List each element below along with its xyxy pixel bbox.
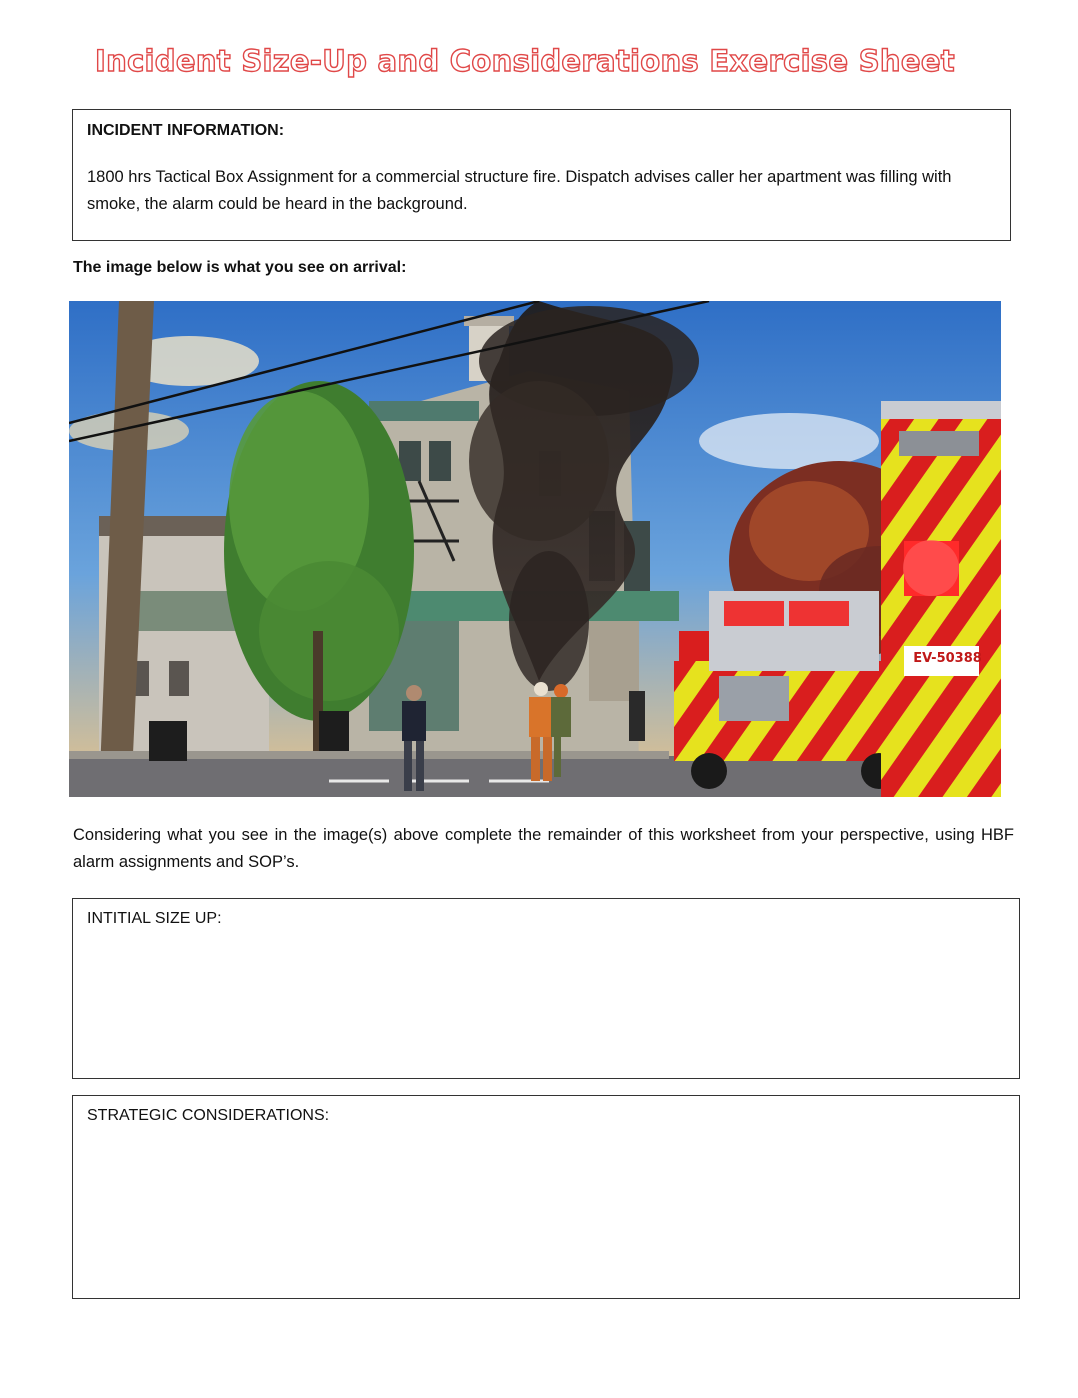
initial-size-up-box[interactable] — [72, 898, 1020, 1079]
incident-info-label: INCIDENT INFORMATION: — [87, 122, 285, 139]
truck-plate: EV-50388 — [913, 651, 982, 666]
incident-info-box — [72, 109, 1011, 241]
incident-info-text: 1800 hrs Tactical Box Assignment for a commercial structure fire. Dispatch advises caller her apartment was filling with smoke, the alarm could be heard in the background. — [87, 168, 952, 213]
arrival-label: The image below is what you see on arrival: — [73, 259, 407, 276]
fire-scene-illustration — [69, 301, 1001, 797]
strategic-considerations-box[interactable] — [72, 1095, 1020, 1299]
arrival-scene-photo — [69, 301, 1001, 797]
initial-size-up-label: INTITIAL SIZE UP: — [87, 910, 222, 927]
instructions-text: Considering what you see in the image(s) above complete the remainder of this worksheet from your perspective, using HBF alarm assignments and SOP’s. — [73, 826, 1014, 871]
page-title: Incident Size-Up and Considerations Exercise Sheet — [95, 44, 955, 78]
strategic-considerations-label: STRATEGIC CONSIDERATIONS: — [87, 1107, 330, 1124]
